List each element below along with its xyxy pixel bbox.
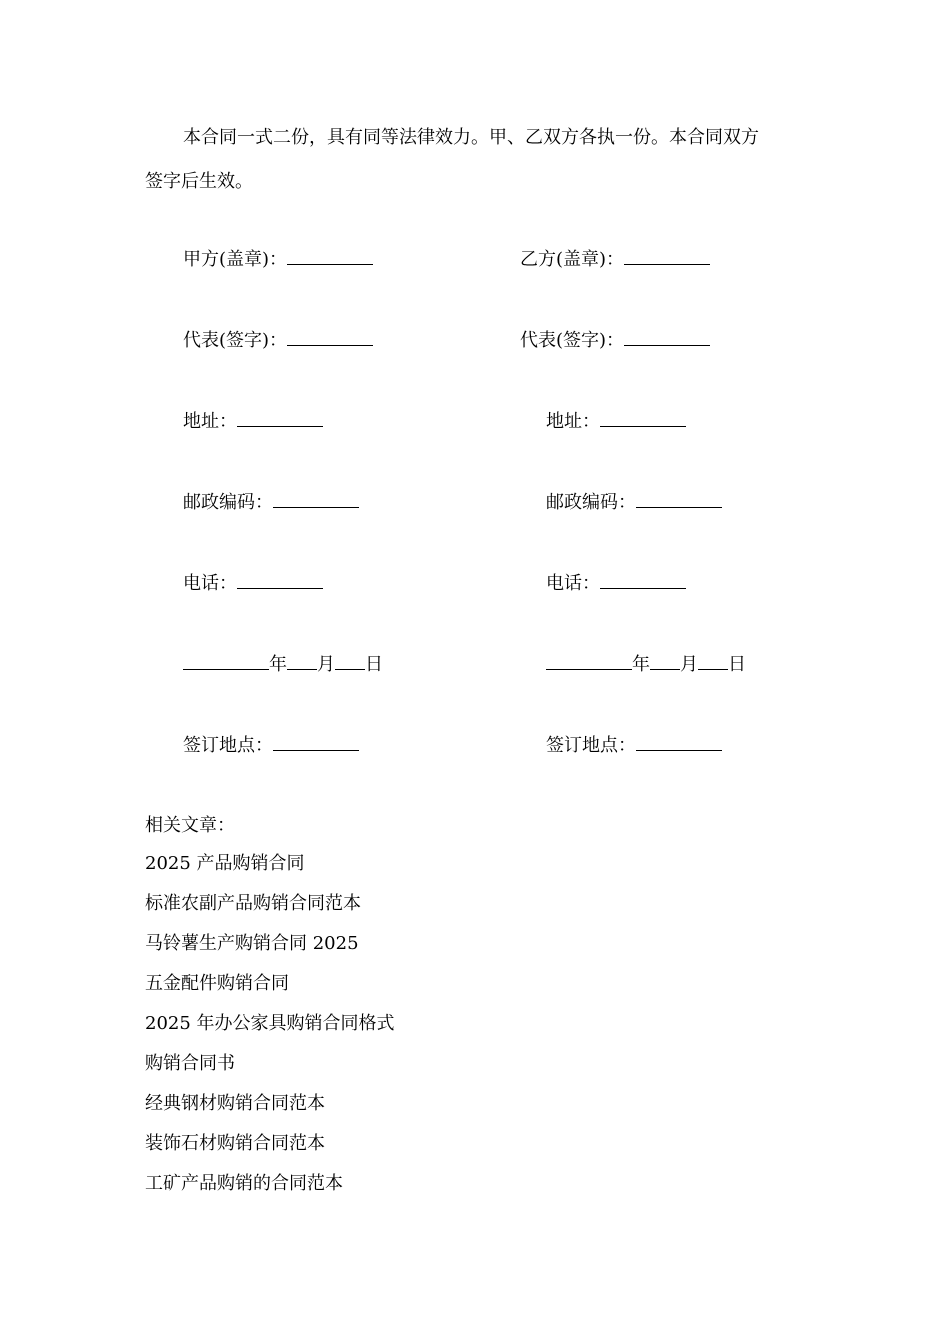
party-a-phone-label: 电话：	[183, 573, 237, 594]
party-b-phone-blank	[600, 570, 686, 589]
party-b-date-field	[546, 651, 746, 677]
related-article-link[interactable]: 经典钢材购销合同范本	[145, 1093, 325, 1114]
list-item[interactable]	[145, 1132, 395, 1172]
party-a-address-label: 地址：	[183, 411, 237, 432]
party-b-place-blank	[636, 732, 722, 751]
list-item[interactable]	[145, 1012, 395, 1052]
related-article-link[interactable]: 装饰石材购销合同范本	[145, 1133, 325, 1154]
party-a-place-field	[183, 732, 359, 758]
related-articles-title: 相关文章：	[145, 815, 235, 836]
party-b-address-label: 地址：	[546, 411, 600, 432]
party-a-postcode-label: 邮政编码：	[183, 492, 273, 513]
party-a-address-field	[183, 408, 323, 434]
party-b-day-label: 日	[728, 654, 746, 675]
party-b-place-label: 签订地点：	[546, 735, 636, 756]
party-a-phone-field	[183, 570, 323, 596]
party-b-year-label: 年	[632, 654, 650, 675]
list-item[interactable]	[145, 1092, 395, 1132]
party-a-day-blank	[335, 651, 365, 670]
related-article-link[interactable]: 五金配件购销合同	[145, 973, 289, 994]
party-a-year-label: 年	[269, 654, 287, 675]
party-b-rep-blank	[624, 327, 710, 346]
party-a-postcode-blank	[273, 489, 359, 508]
party-a-phone-blank	[237, 570, 323, 589]
party-b-postcode-blank	[636, 489, 722, 508]
party-a-rep-label: 代表(签字)：	[183, 330, 288, 351]
party-b-day-blank	[698, 651, 728, 670]
party-b-rep-label: 代表(签字)：	[520, 330, 625, 351]
related-article-link[interactable]: 工矿产品购销的合同范本	[145, 1173, 343, 1194]
party-a-seal-blank	[287, 246, 373, 265]
party-a-place-blank	[273, 732, 359, 751]
list-item[interactable]	[145, 852, 395, 892]
party-a-rep-blank	[287, 327, 373, 346]
related-article-link[interactable]: 购销合同书	[145, 1053, 235, 1074]
party-b-phone-label: 电话：	[546, 573, 600, 594]
related-article-link[interactable]: 2025 年办公家具购销合同格式	[145, 1013, 395, 1034]
party-b-postcode-label: 邮政编码：	[546, 492, 636, 513]
party-b-month-label: 月	[680, 654, 698, 675]
party-b-place-field	[546, 732, 722, 758]
party-a-year-blank	[183, 651, 269, 670]
list-item[interactable]	[145, 892, 395, 932]
party-a-month-blank	[287, 651, 317, 670]
party-a-seal-label: 甲方(盖章)：	[183, 249, 288, 270]
list-item[interactable]	[145, 1052, 395, 1092]
party-a-seal-field	[183, 246, 373, 272]
related-article-link[interactable]: 标准农副产品购销合同范本	[145, 893, 361, 914]
party-a-month-label: 月	[317, 654, 335, 675]
party-a-address-blank	[237, 408, 323, 427]
party-a-date-field	[183, 651, 383, 677]
party-a-day-label: 日	[365, 654, 383, 675]
party-b-seal-blank	[624, 246, 710, 265]
party-b-seal-label: 乙方(盖章)：	[520, 249, 625, 270]
party-b-address-blank	[600, 408, 686, 427]
party-b-rep-field	[520, 327, 710, 353]
related-article-link[interactable]: 马铃薯生产购销合同 2025	[145, 933, 359, 954]
party-a-rep-field	[183, 327, 373, 353]
party-b-year-blank	[546, 651, 632, 670]
list-item[interactable]	[145, 972, 395, 1012]
party-b-seal-field	[520, 246, 710, 272]
party-b-postcode-field	[546, 489, 722, 515]
party-b-month-blank	[650, 651, 680, 670]
list-item[interactable]	[145, 932, 395, 972]
closing-paragraph	[145, 116, 805, 204]
list-item[interactable]	[145, 1172, 395, 1212]
closing-line-1: 本合同一式二份，具有同等法律效力。甲、乙双方各执一份。本合同双方	[183, 127, 759, 148]
party-a-place-label: 签订地点：	[183, 735, 273, 756]
related-articles-list	[145, 852, 395, 1212]
closing-line-2: 签字后生效。	[145, 171, 253, 192]
party-b-phone-field	[546, 570, 686, 596]
related-article-link[interactable]: 2025 产品购销合同	[145, 853, 305, 874]
party-a-postcode-field	[183, 489, 359, 515]
party-b-address-field	[546, 408, 686, 434]
